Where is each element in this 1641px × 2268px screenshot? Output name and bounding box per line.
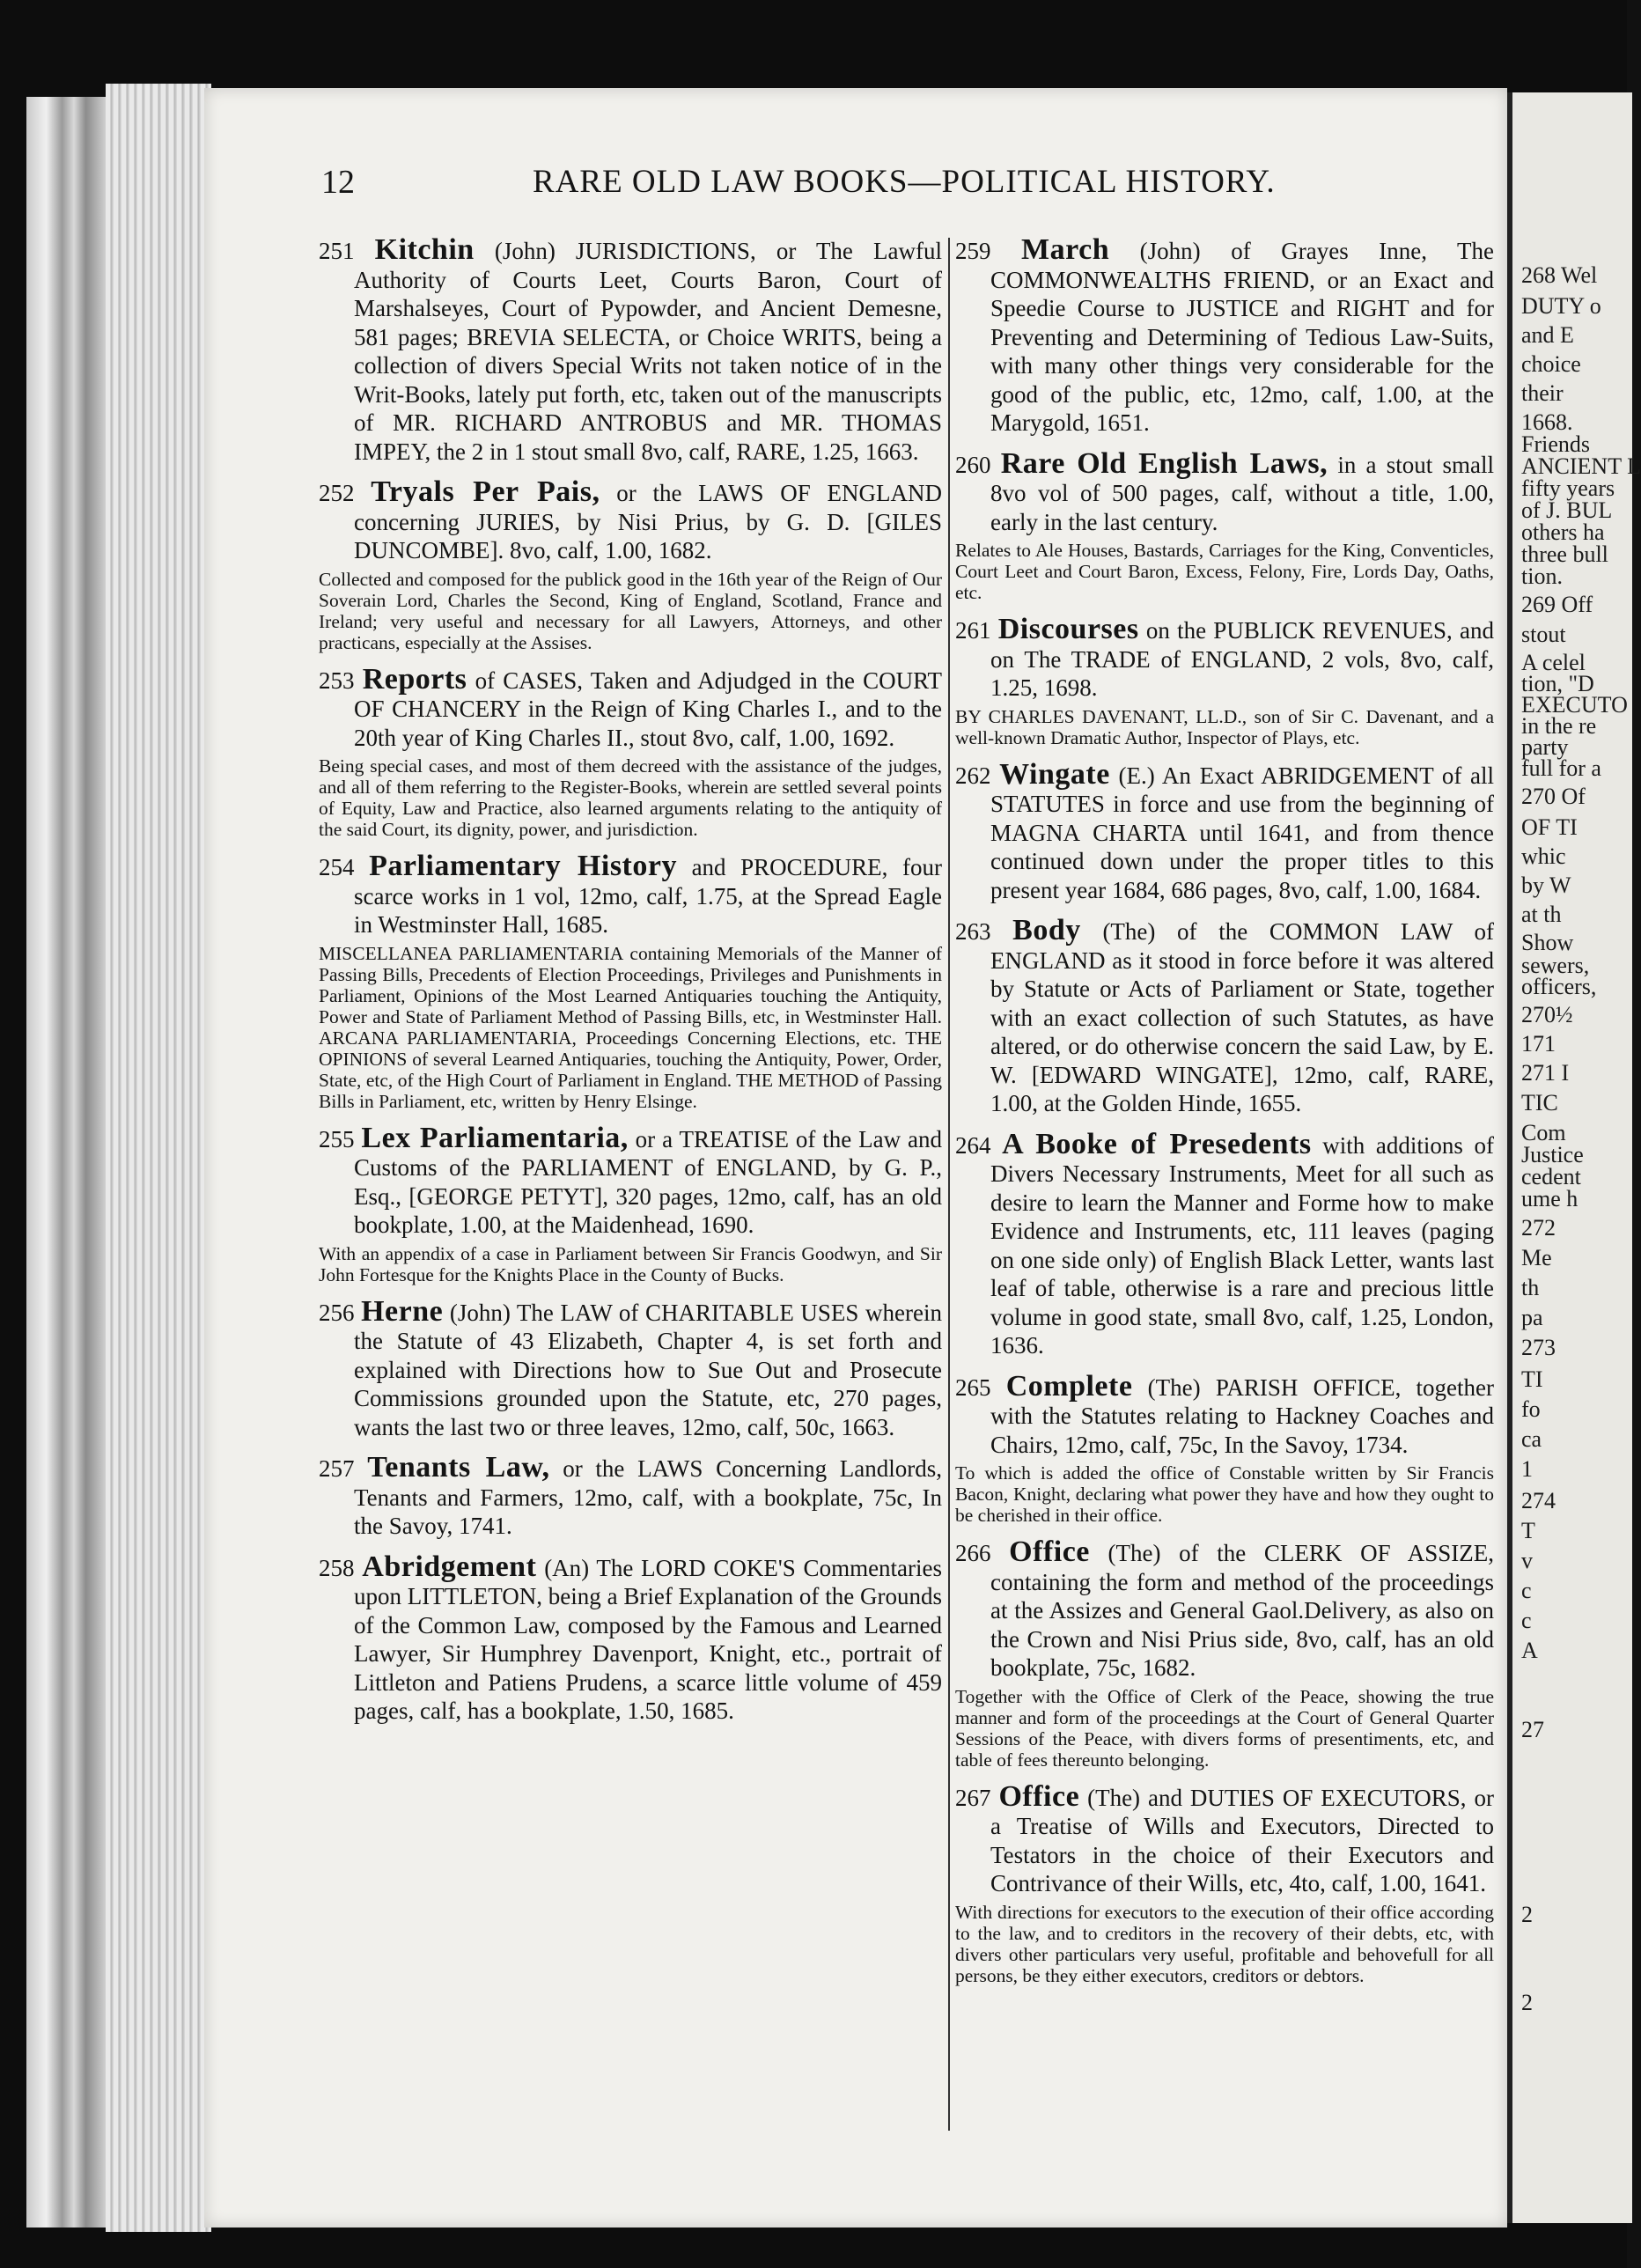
facing-page-text: full for a <box>1521 755 1601 781</box>
entry-number: 261 <box>955 617 991 644</box>
entry-title: Complete <box>1005 1369 1133 1403</box>
entry-note: With an appendix of a case in Parliament between Sir Francis Goodwyn, and Sir John Fortesque for the Knights Place in the County of Bucks. <box>319 1242 942 1285</box>
entry-description <box>319 852 942 939</box>
entry-number: 251 <box>319 238 355 264</box>
facing-page-text: party <box>1521 734 1569 760</box>
entry-title: Office <box>998 1779 1080 1813</box>
catalog-entry <box>955 1779 1494 1986</box>
entry-description <box>319 1294 942 1442</box>
facing-page-text: DUTY o <box>1521 293 1601 319</box>
facing-page-text: ca <box>1521 1426 1542 1452</box>
entry-note: Together with the Office of Clerk of the Peace, showing the true manner and form of the proceedings at the Court of General Quarter Sessions of the Peace, with divers forms of presentiments, etc, and table of fees thereunto belonging. <box>955 1685 1494 1771</box>
entry-title: Office <box>1009 1535 1090 1568</box>
column-divider <box>948 238 950 2131</box>
entry-text: or the LAWS OF ENGLAND concerning JURIES, by Nisi Prius, by G. D. [GILES DUNCOMBE]. 8vo, calf, 1.00, 1682. <box>354 480 942 563</box>
entry-description <box>955 1369 1495 1460</box>
entry-number: 264 <box>955 1131 991 1159</box>
catalog-entry <box>955 446 1494 604</box>
entry-title: Parliamentary History <box>369 850 677 882</box>
entry-text: (An) The LORD COKE'S Commentaries upon LITTLETON, being a Brief Explanation of the Grounds of the Common Law, composed by the Famous and Learned Lawyer, Sir Humphrey Davenport, Knight, etc., portrait of Littleton and Patiens Prudens, a scarce little volume of 459 pages, calf, has a bookplate, 1.50, 1685. <box>354 1554 943 1724</box>
entry-description <box>955 1779 1494 1898</box>
catalog-entry <box>319 1550 943 1726</box>
entry-note: With directions for executors to the execution of their office according to the law, and to creditors in the recovery of their debts, etc, with divers other particulars very useful, profitable and behovefull for all persons, be they either executors, creditors or debtors. <box>955 1901 1494 1986</box>
facing-page <box>1507 92 1641 2223</box>
entry-title: Rare Old English Laws, <box>1000 446 1328 480</box>
entry-number: 256 <box>319 1299 355 1326</box>
catalog-entry <box>955 1369 1495 1527</box>
entry-description <box>319 1550 943 1726</box>
left-column <box>319 233 943 1738</box>
entry-number: 255 <box>319 1125 355 1152</box>
catalog-entry <box>319 475 942 653</box>
facing-page-text: 270½ <box>1521 1002 1573 1027</box>
facing-page-text: cedent <box>1521 1164 1581 1189</box>
entry-text: on the PUBLICK REVENUES, and on The TRADE of ENGLAND, 2 vols, 8vo, calf, 1.25, 1698. <box>990 617 1495 701</box>
entry-note: Collected and composed for the publick good in the 16th year of the Reign of Our Soverain Lord, Charles the Second, King of England, Scotland, France and Ireland; very useful and necessary for all Lawyers, Attorneys, and other practicans, especially at the Assises. <box>319 568 942 653</box>
catalog-entry <box>955 1127 1494 1360</box>
entry-description <box>319 1451 943 1541</box>
entry-number: 252 <box>319 480 355 506</box>
facing-page-text: fo <box>1521 1396 1541 1422</box>
facing-page-text: tion. <box>1521 563 1563 589</box>
facing-page-text: 268 Wel <box>1521 262 1598 288</box>
entry-number: 267 <box>955 1784 991 1811</box>
facing-page-text: EXECUTO <box>1521 692 1628 718</box>
catalog-entry <box>319 233 943 466</box>
right-column <box>955 233 1495 1999</box>
facing-page-text: officers, <box>1521 974 1597 999</box>
entry-description <box>319 233 943 466</box>
facing-page-text: stout <box>1521 622 1566 647</box>
catalog-entry <box>955 1535 1494 1771</box>
book-cover-edge <box>26 97 106 2228</box>
facing-page-text: whic <box>1521 843 1566 869</box>
entry-description <box>955 233 1494 438</box>
facing-page-text: Show <box>1521 930 1574 955</box>
entry-description <box>955 1127 1494 1360</box>
facing-page-text: their <box>1521 380 1564 406</box>
catalog-entry <box>319 662 943 841</box>
entry-number: 260 <box>955 451 991 478</box>
catalog-entry <box>319 852 942 1112</box>
facing-page-text: of J. BUL <box>1521 497 1613 523</box>
entry-description <box>319 662 943 753</box>
entry-description <box>955 1535 1494 1683</box>
facing-page-text: sewers, <box>1521 953 1590 978</box>
catalog-entry <box>955 757 1495 905</box>
facing-page-text: at th <box>1521 902 1562 927</box>
facing-page-text: and E <box>1521 322 1574 348</box>
entry-text: (John) of Grayes Inne, The COMMONWEALTHS FRIEND, or an Exact and Speedie Course to JUSTICE and RIGHT and for Preventing and Determining of Tedious Law-Suits, with many other things very considerable for the good of the public, etc, 12mo, calf, 1.00, at the Marygold, 1651. <box>990 238 1494 436</box>
catalog-entry <box>955 615 1494 748</box>
entry-text: (The) and DUTIES OF EXECUTORS, or a Treatise of Wills and Executors, Directed to Testators in the choice of their Executors and Contrivance of their Wills, etc, 4to, calf, 1.00, 1641. <box>990 1784 1494 1896</box>
entry-number: 257 <box>319 1455 355 1482</box>
catalog-entry <box>955 233 1494 438</box>
entry-title: Abridgement <box>362 1550 537 1583</box>
entry-title: Herne <box>361 1294 444 1328</box>
facing-page-text: 274 <box>1521 1488 1556 1513</box>
entry-title: Body <box>1012 914 1081 946</box>
facing-page-text: by W <box>1521 873 1571 898</box>
facing-page-text: 272 <box>1521 1215 1556 1241</box>
facing-page-text: v <box>1521 1548 1533 1573</box>
entry-text: or a TREATISE of the Law and Customs of the PARLIAMENT of ENGLAND, by G. P., Esq., [GEORGE PETYT], 320 pages, 12mo, calf, has an old bookplate, 1.00, at the Maidenhead, 1690. <box>354 1125 943 1238</box>
facing-page-text: three bull <box>1521 541 1608 567</box>
entry-description <box>955 446 1494 537</box>
entry-note: MISCELLANEA PARLIAMENTARIA containing Memorials of the Manner of Passing Bills, Precedents of Election Proceedings, Privileges and Punishments in Parliament, Opinions of the Most Learned Antiquaries touching the Antiquity, Power and State of Parliament Method of Passing Bills, etc, in Westminster Hall. ARCANA PARLIAMENTARIA, Proceedings Concerning Elections, etc. THE OPINIONS of several Learned Antiquaries, touching the Antiquity, Power, Order, State, etc, of the High Court of Parliament in England. THE METHOD of Passing Bills in Parliament, etc, written by Henry Elsinge. <box>319 942 942 1112</box>
entry-text: in a stout small 8vo vol of 500 pages, calf, without a title, 1.00, early in the last century. <box>990 451 1494 535</box>
facing-page-text: 271 I <box>1521 1060 1570 1086</box>
entry-title: Reports <box>362 662 467 696</box>
facing-page-text: th <box>1521 1275 1540 1300</box>
facing-page-text: 1 <box>1521 1456 1533 1482</box>
entry-number: 259 <box>955 238 991 264</box>
entry-text: and PROCEDURE, four scarce works in 1 vol, 12mo, calf, 1.75, at the Spread Eagle in Westminster Hall, 1685. <box>354 854 942 938</box>
entry-title: Wingate <box>999 757 1110 791</box>
facing-page-text: T <box>1521 1518 1535 1543</box>
facing-page-text: 273 <box>1521 1335 1556 1360</box>
entry-title: Discourses <box>997 613 1139 645</box>
entry-text: (E.) An Exact ABRIDGEMENT of all STATUTES in force and use from the beginning of MAGNA CHARTA until 1641, and from thence continued down under the proper titles to this present year 1684, 686 pages, 8vo, calf, 1.00, 1684. <box>990 762 1495 903</box>
entry-text: of CASES, Taken and Adjudged in the COURT OF CHANCERY in the Reign of King Charles I., and to the 20th year of King Charles II., stout 8vo, calf, 1.00, 1692. <box>354 666 943 751</box>
facing-page-text: TIC <box>1521 1090 1558 1116</box>
facing-page-text: c <box>1521 1608 1532 1633</box>
facing-page-text: OF TI <box>1521 814 1578 840</box>
entry-number: 258 <box>319 1554 355 1581</box>
entry-note: BY CHARLES DAVENANT, LL.D., son of Sir C. Davenant, and a well-known Dramatic Author, Inspector of Plays, etc. <box>955 705 1494 748</box>
entry-title: Kitchin <box>374 233 475 266</box>
facing-page-text: Justice <box>1521 1142 1584 1167</box>
page-edges <box>106 84 211 2232</box>
entry-description <box>319 1121 943 1240</box>
facing-page-text: ume h <box>1521 1186 1578 1211</box>
entry-description <box>955 615 1494 703</box>
facing-page-text: 2 <box>1521 1902 1533 1927</box>
facing-page-text: c <box>1521 1578 1532 1603</box>
entry-text: with additions of Divers Necessary Instruments, Meet for all such as desire to learn the Manner and Forme how to make Evidence and Instruments, etc, 111 leaves (paging on one side only) of English Black Letter, wants last leaf of table, otherwise is a rare and precious little volume in good state, small 8vo, calf, 1.25, London, 1636. <box>990 1131 1494 1359</box>
facing-page-text: pa <box>1521 1305 1543 1330</box>
facing-page-text: tion, "D <box>1521 671 1594 696</box>
entry-number: 263 <box>955 918 991 945</box>
facing-page-text: 1668. <box>1521 409 1573 435</box>
entry-title: Lex Parliamentaria, <box>361 1121 629 1154</box>
facing-page-text: A <box>1521 1638 1538 1663</box>
page-header <box>321 163 1492 205</box>
entry-text: (John) The LAW of CHARITABLE USES wherein the Statute of 43 Elizabeth, Chapter 4, is set forth and explained with Directions how to Sue Out and Prosecute Commissions grounded upon the Statute, etc, 270 pages, wants the last two or three leaves, 12mo, calf, 50c, 1663. <box>354 1299 942 1440</box>
catalog-entry <box>319 1294 942 1442</box>
facing-page-text: ANCIENT L <box>1521 453 1641 479</box>
facing-page-text: 171 <box>1521 1031 1556 1057</box>
facing-page-text: 27 <box>1521 1717 1544 1742</box>
entry-description <box>319 475 942 565</box>
entry-description <box>955 757 1495 905</box>
facing-page-text: others ha <box>1521 519 1605 545</box>
facing-page-text: Me <box>1521 1245 1552 1270</box>
entry-number: 254 <box>319 854 355 880</box>
facing-page-text: 2 <box>1521 1990 1533 2015</box>
entry-note: Being special cases, and most of them decreed with the assistance of the judges, and all of them referring to the Register-Books, wherein are settled several points of Equity, Law and Practice, also learned arguments relating to the antiquity of the said Court, its dignity, power, and jurisdiction. <box>319 755 942 840</box>
facing-page-text: in the re <box>1521 713 1597 739</box>
facing-page-text: choice <box>1521 351 1581 377</box>
entry-title: Tryals Per Pais, <box>371 475 600 508</box>
page-number: 12 <box>321 164 355 201</box>
facing-page-text: TI <box>1521 1366 1543 1392</box>
facing-page-text: Friends <box>1521 431 1590 457</box>
entry-title: March <box>1021 233 1110 266</box>
facing-page-text: A celel <box>1521 650 1586 675</box>
catalog-entry <box>955 914 1495 1118</box>
entry-text: (The) PARISH OFFICE, together with the Statutes relating to Hackney Coaches and Chairs, 12mo, calf, 75c, In the Savoy, 1734. <box>990 1373 1495 1458</box>
facing-page-text: 270 Of <box>1521 784 1586 809</box>
entry-number: 253 <box>319 666 355 694</box>
entry-note: Relates to Ale Houses, Bastards, Carriages for the King, Conventicles, Court Leet and Court Baron, Excess, Felony, Fire, Lords Day, Oaths, etc. <box>955 540 1494 603</box>
entry-note: To which is added the office of Constable written by Sir Francis Bacon, Knight, declaring what power they have and how they ought to be cherished in their office. <box>955 1462 1494 1526</box>
entry-number: 265 <box>955 1373 991 1401</box>
entry-text: (The) of the COMMON LAW of ENGLAND as it stood in force before it was altered by Statute or Acts of Parliament or State, together with an exact collection of such Statutes, as have altered, or do otherwise concern the said Law, by E. W. [EDWARD WINGATE], 12mo, calf, RARE, 1.00, at the Golden Hinde, 1655. <box>990 918 1495 1116</box>
entry-title: A Booke of Presedents <box>1002 1127 1312 1160</box>
entry-text: (The) of the CLERK OF ASSIZE, containing the form and method of the proceedings at the Assizes and General Gaol.Delivery, as also on the Crown and Nisi Prius side, 8vo, calf, has an old bookplate, 75c, 1682. <box>990 1540 1494 1681</box>
entry-title: Tenants Law, <box>367 1451 550 1484</box>
entry-number: 266 <box>955 1540 991 1566</box>
entry-text: (John) JURISDICTIONS, or The Lawful Authority of Courts Leet, Courts Baron, Court of Marshalseyes, Court of Pypowder, and Ancient Demesne, 581 pages; BREVIA SELECTA, or Choice WRITS, being a collection of divers Special Writs not taken notice of in the Writ-Books, lately put forth, etc, taken out of the manuscripts of MR. RICHARD ANTROBUS and MR. THOMAS IMPEY, the 2 in 1 stout small 8vo, calf, RARE, 1.25, 1663. <box>354 238 943 465</box>
facing-page-text: fifty years <box>1521 475 1615 501</box>
facing-page-text: 269 Off <box>1521 592 1593 617</box>
entry-number: 262 <box>955 762 991 789</box>
catalog-entry <box>319 1451 943 1541</box>
running-title: RARE OLD LAW BOOKS—POLITICAL HISTORY. <box>533 164 1276 200</box>
catalog-entry <box>319 1121 943 1285</box>
facing-page-text: Com <box>1521 1120 1566 1145</box>
entry-text: or the LAWS Concerning Landlords, Tenants and Farmers, 12mo, calf, with a bookplate, 75c, In the Savoy, 1741. <box>354 1455 943 1539</box>
entry-description <box>955 914 1495 1118</box>
